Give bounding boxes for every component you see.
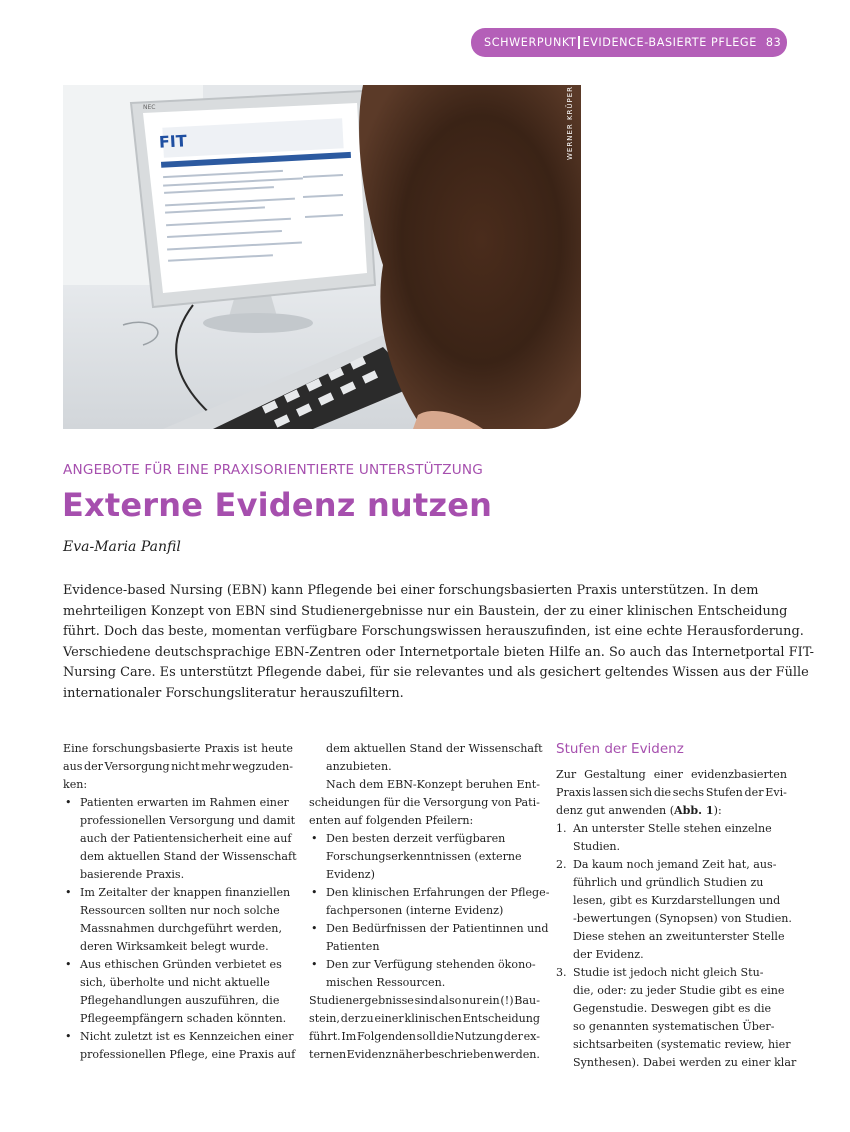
running-header bbox=[471, 28, 787, 57]
word: der bbox=[84, 760, 103, 773]
page-title: Externe Evidenz nutzen bbox=[62, 486, 493, 524]
item-line: An unterster Stelle stehen einzelne bbox=[573, 822, 772, 835]
text-line bbox=[309, 992, 540, 1010]
body-column-1 bbox=[63, 740, 297, 1064]
item-line: so genannten systematischen Über- bbox=[573, 1020, 775, 1033]
item-line: Studien. bbox=[573, 840, 621, 853]
word: mehr bbox=[201, 760, 231, 773]
lead-line: Evidence-based Nursing (EBN) kann Pflegende bei einer forschungsbasierten Praxis unterstützen. In dem bbox=[63, 583, 759, 598]
word: Evi- bbox=[765, 786, 787, 799]
word: beruhen bbox=[466, 778, 513, 791]
word: Ent- bbox=[516, 778, 540, 791]
text-line: dem aktuellen Stand der Wissenschaft bbox=[326, 742, 543, 755]
word: (!) bbox=[500, 994, 514, 1007]
lead-line: mehrteiligen Konzept von EBN sind Studienergebnisse nur ein Baustein, der zu einer klinischen Entscheidung bbox=[63, 603, 788, 619]
bullet-line: auch der Patientensicherheit eine auf bbox=[80, 832, 292, 845]
bullet-item bbox=[63, 794, 297, 884]
word: Entscheidung bbox=[462, 1012, 540, 1025]
word: Im bbox=[341, 1030, 357, 1043]
item-line: -bewertungen (Synopsen) von Studien. bbox=[573, 912, 792, 925]
bullet-line: • Aus ethischen Gründen verbietet es bbox=[80, 958, 282, 971]
word: Evidenz bbox=[346, 1048, 392, 1061]
text-line: anzubieten. bbox=[326, 760, 392, 773]
word: ternen bbox=[309, 1048, 347, 1061]
body-column-2 bbox=[309, 740, 550, 1064]
word: einer bbox=[374, 1012, 404, 1025]
text-line bbox=[556, 802, 787, 820]
word: Nach bbox=[326, 778, 356, 791]
header-topic: EVIDENCE-BASIERTE PFLEGE bbox=[582, 36, 757, 49]
numbered-item bbox=[556, 820, 787, 856]
bullet-line: professionellen Pflege, eine Praxis auf bbox=[80, 1048, 296, 1061]
item-line: die, oder: zu jeder Studie gibt es eine bbox=[573, 984, 785, 997]
word: scheidungen bbox=[309, 796, 381, 809]
article-lead bbox=[63, 581, 814, 704]
bullet-line: • Den Bedürfnissen der Patientinnen und bbox=[326, 922, 549, 935]
word: führt. bbox=[309, 1030, 341, 1043]
word: der bbox=[744, 786, 764, 799]
word: die bbox=[436, 1030, 454, 1043]
item-line: Da kaum noch jemand Zeit hat, aus- bbox=[573, 858, 777, 871]
bullet-item bbox=[63, 884, 293, 956]
word: werden. bbox=[494, 1048, 540, 1061]
text-fragment: denz gut anwenden ( bbox=[556, 804, 675, 817]
bullet-item bbox=[309, 956, 540, 992]
numbered-item bbox=[556, 964, 797, 1072]
word: stein, bbox=[309, 1012, 340, 1025]
word: Praxis bbox=[556, 786, 591, 799]
bullet-item bbox=[309, 884, 550, 920]
item-line: Studie ist jedoch nicht gleich Stu- bbox=[573, 966, 764, 979]
text-line bbox=[309, 776, 540, 794]
header-divider bbox=[578, 36, 580, 49]
bullet-line: Pflegehandlungen auszuführen, die bbox=[80, 994, 280, 1007]
bullet-line: Evidenz) bbox=[326, 868, 375, 881]
text-line bbox=[556, 766, 787, 784]
article-author: Eva-Maria Panfil bbox=[63, 539, 181, 555]
bullet-line: dem aktuellen Stand der Wissenschaft bbox=[80, 850, 297, 863]
word: wegzuden- bbox=[232, 760, 293, 773]
item-line: Diese stehen an zweitunterster Stelle bbox=[573, 930, 785, 943]
word: soll bbox=[416, 1030, 437, 1043]
text-line: enten auf folgenden Pfeilern: bbox=[309, 814, 474, 827]
bullet-line: Forschungserkenntnissen (externe bbox=[326, 850, 522, 863]
bullet-line: basierende Praxis. bbox=[80, 868, 185, 881]
text-fragment: ): bbox=[713, 804, 722, 817]
text-line: ken: bbox=[63, 778, 88, 791]
header-section: SCHWERPUNKT bbox=[484, 36, 577, 49]
word: für bbox=[383, 796, 400, 809]
bullet-line: sich, überholte und nicht aktuelle bbox=[80, 976, 270, 989]
word: sich bbox=[629, 786, 653, 799]
word: Gestaltung bbox=[584, 768, 646, 781]
word: ex- bbox=[523, 1030, 540, 1043]
word: Versorgung bbox=[423, 796, 489, 809]
monitor-brand: NEC bbox=[143, 104, 156, 111]
word: aus bbox=[63, 760, 83, 773]
word: der bbox=[340, 1012, 360, 1025]
bullet-line: • Im Zeitalter der knappen finanziellen bbox=[80, 886, 291, 899]
item-number: 3. bbox=[556, 966, 567, 979]
word: Studienergebnisse bbox=[309, 994, 414, 1007]
bullet-line: • Den klinischen Erfahrungen der Pflege- bbox=[326, 886, 550, 899]
bullet-line: • Den zur Verfügung stehenden ökono- bbox=[326, 958, 536, 971]
word: ein bbox=[482, 994, 500, 1007]
word: lassen bbox=[592, 786, 628, 799]
bullet-line: deren Wirksamkeit belegt wurde. bbox=[80, 940, 269, 953]
word: heute bbox=[261, 742, 293, 755]
bullet-line: fachpersonen (interne Evidenz) bbox=[326, 904, 504, 917]
text-line bbox=[309, 1010, 540, 1028]
article-kicker: ANGEBOTE FÜR EINE PRAXISORIENTIERTE UNTERSTÜTZUNG bbox=[63, 462, 484, 478]
text-line bbox=[309, 794, 540, 812]
item-line: Synthesen). Dabei werden zu einer klar bbox=[573, 1056, 797, 1069]
photo-credit: WERNER KRÜPER bbox=[566, 85, 574, 160]
bullet-line: mischen Ressourcen. bbox=[326, 976, 446, 989]
word: Zur bbox=[556, 768, 577, 781]
item-line: Gegenstudie. Deswegen gibt es die bbox=[573, 1002, 772, 1015]
word: zu bbox=[360, 1012, 374, 1025]
item-line: lesen, gibt es Kurzdarstellungen und bbox=[573, 894, 781, 907]
lead-line: Nursing Care. Es unterstützt Pflegende dabei, für sie relevantes und als gesichert geltendes Wissen aus der Fülle bbox=[63, 665, 809, 680]
word: ist bbox=[243, 742, 258, 755]
photo-illustration bbox=[63, 85, 581, 429]
bullet-item bbox=[63, 956, 293, 1028]
bullet-item bbox=[63, 1028, 296, 1064]
item-line: führlich und gründlich Studien zu bbox=[573, 876, 764, 889]
bullet-line: Patienten bbox=[326, 940, 380, 953]
text-line bbox=[63, 740, 293, 758]
word: die bbox=[653, 786, 672, 799]
word: sechs bbox=[672, 786, 705, 799]
bullet-line: Massnahmen durchgeführt werden, bbox=[80, 922, 282, 935]
screen-logo: FIT bbox=[158, 131, 188, 152]
word: sind bbox=[414, 994, 439, 1007]
item-number: 2. bbox=[556, 858, 567, 871]
word: Eine bbox=[63, 742, 89, 755]
word: Stufen bbox=[705, 786, 743, 799]
numbered-item bbox=[556, 856, 792, 964]
bullet-line: Pflegeempfängern schaden könnten. bbox=[80, 1012, 287, 1025]
text-line bbox=[309, 1046, 540, 1064]
figure-reference: Abb. 1 bbox=[674, 804, 714, 817]
article-photo bbox=[63, 85, 581, 429]
bullet-item bbox=[309, 920, 549, 956]
word: Versorgung bbox=[104, 760, 170, 773]
item-number: 1. bbox=[556, 822, 567, 835]
lead-line: Verschiedene deutschsprachige EBN-Zentren oder Internetportale bieten Hilfe an. So auch das Internetportal FIT- bbox=[63, 644, 814, 660]
word: Pati- bbox=[514, 796, 540, 809]
lead-line: führt. Doch das beste, momentan verfügbare Forschungswissen herauszufinden, ist eine echte Herausforderung. bbox=[63, 624, 804, 639]
lead-line: internationaler Forschungsliteratur herauszufiltern. bbox=[63, 685, 404, 701]
text-line bbox=[63, 758, 293, 776]
word: dem bbox=[359, 778, 384, 791]
item-line: der Evidenz. bbox=[573, 948, 644, 961]
word: Folgenden bbox=[356, 1030, 416, 1043]
bullet-line: professionellen Versorgung und damit bbox=[80, 814, 296, 827]
bullet-line: • Nicht zuletzt ist es Kennzeichen einer bbox=[80, 1030, 294, 1043]
section-heading: Stufen der Evidenz bbox=[556, 741, 684, 757]
item-line: sichtsarbeiten (systematic review, hier bbox=[573, 1038, 791, 1051]
word: der bbox=[503, 1030, 523, 1043]
text-line bbox=[309, 1028, 540, 1046]
word: klinischen bbox=[404, 1012, 462, 1025]
word: Bau- bbox=[514, 994, 540, 1007]
word: nicht bbox=[171, 760, 200, 773]
word: Praxis bbox=[204, 742, 240, 755]
bullet-item bbox=[309, 830, 540, 884]
word: die bbox=[403, 796, 421, 809]
word: Nutzung bbox=[454, 1030, 504, 1043]
word: näher bbox=[391, 1048, 425, 1061]
word: evidenzbasierten bbox=[690, 768, 787, 781]
text-line bbox=[556, 784, 787, 802]
bullet-line: • Den besten derzeit verfügbaren bbox=[326, 832, 506, 845]
page-number: 83 bbox=[765, 36, 782, 49]
word: also bbox=[438, 994, 462, 1007]
word: nur bbox=[462, 994, 482, 1007]
word: von bbox=[491, 796, 512, 809]
word: beschrieben bbox=[424, 1048, 494, 1061]
word: EBN-Konzept bbox=[386, 778, 463, 791]
word: einer bbox=[653, 768, 683, 781]
bullet-line: • Patienten erwarten im Rahmen einer bbox=[80, 796, 289, 809]
body-column-3 bbox=[556, 740, 797, 1072]
word: forschungsbasierte bbox=[92, 742, 201, 755]
bullet-line: Ressourcen sollten nur noch solche bbox=[80, 904, 280, 917]
